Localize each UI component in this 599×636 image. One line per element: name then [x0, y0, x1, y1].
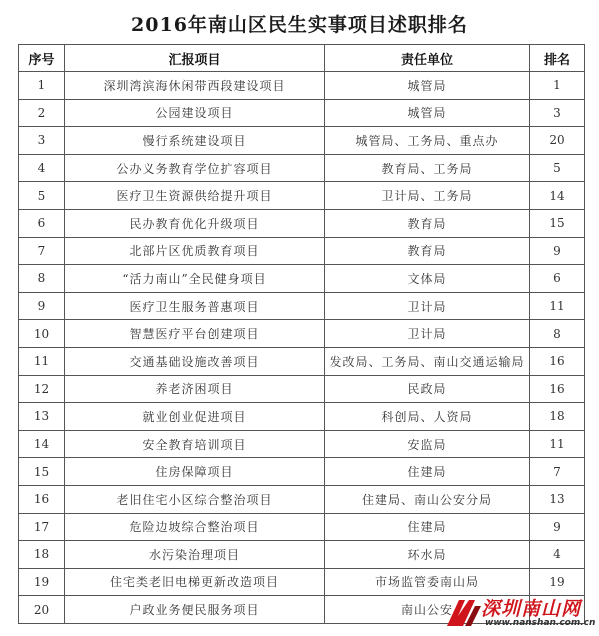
table-row: [19, 182, 585, 210]
site-watermark: [445, 594, 595, 632]
cell-rank: 5: [530, 154, 585, 182]
cell-unit: 发改局、工务局、南山交通运输局: [325, 347, 530, 375]
cell-project: 深圳湾滨海休闲带西段建设项目: [65, 72, 325, 100]
cell-unit: 卫计局: [325, 320, 530, 348]
cell-index: 6: [19, 209, 65, 237]
cell-project: 民办教育优化升级项目: [65, 209, 325, 237]
cell-rank: 3: [530, 99, 585, 127]
cell-index: 13: [19, 403, 65, 431]
cell-rank: 8: [530, 320, 585, 348]
cell-unit: 安监局: [325, 430, 530, 458]
cell-project: 公办义务教育学位扩容项目: [65, 154, 325, 182]
table-row: [19, 375, 585, 403]
cell-index: 8: [19, 265, 65, 293]
cell-project: 安全教育培训项目: [65, 430, 325, 458]
table-body: [19, 72, 585, 624]
cell-rank: 16: [530, 375, 585, 403]
cell-project: 养老济困项目: [65, 375, 325, 403]
table-row: [19, 154, 585, 182]
cell-unit: 环水局: [325, 541, 530, 569]
table-row: [19, 127, 585, 155]
cell-rank: 13: [530, 485, 585, 513]
cell-rank: 18: [530, 403, 585, 431]
cell-index: 3: [19, 127, 65, 155]
cell-unit: 教育局: [325, 209, 530, 237]
cell-unit: 市场监管委南山局: [325, 568, 530, 596]
cell-unit: 科创局、人资局: [325, 403, 530, 431]
cell-project: 住房保障项目: [65, 458, 325, 486]
cell-unit: 卫计局、工务局: [325, 182, 530, 210]
cell-rank: 9: [530, 513, 585, 541]
cell-project: 北部片区优质教育项目: [65, 237, 325, 265]
cell-project: 交通基础设施改善项目: [65, 347, 325, 375]
cell-index: 20: [19, 596, 65, 624]
cell-unit: 城管局: [325, 72, 530, 100]
cell-index: 4: [19, 154, 65, 182]
cell-index: 17: [19, 513, 65, 541]
cell-rank: 11: [530, 430, 585, 458]
header-rank: 排名: [530, 45, 585, 72]
table-row: [19, 209, 585, 237]
cell-project: 智慧医疗平台创建项目: [65, 320, 325, 348]
cell-index: 12: [19, 375, 65, 403]
site-logo-icon: [445, 596, 485, 630]
ranking-table: [18, 44, 585, 624]
cell-project: 住宅类老旧电梯更新改造项目: [65, 568, 325, 596]
page-title: 2016年南山区民生实事项目述职排名: [131, 14, 468, 36]
cell-index: 16: [19, 485, 65, 513]
cell-unit: 南山公安: [325, 596, 530, 624]
cell-rank: 15: [530, 209, 585, 237]
cell-unit: 城管局、工务局、重点办: [325, 127, 530, 155]
table-row: [19, 513, 585, 541]
table-row: [19, 347, 585, 375]
cell-unit: 教育局、工务局: [325, 154, 530, 182]
cell-rank: 14: [530, 182, 585, 210]
cell-index: 10: [19, 320, 65, 348]
table-row: [19, 541, 585, 569]
cell-rank: 11: [530, 292, 585, 320]
cell-unit: 住建局、南山公安分局: [325, 485, 530, 513]
cell-index: 15: [19, 458, 65, 486]
table-row: [19, 265, 585, 293]
table-header-row: [19, 45, 585, 72]
cell-index: 9: [19, 292, 65, 320]
cell-index: 5: [19, 182, 65, 210]
cell-rank: 1: [530, 72, 585, 100]
cell-project: “活力南山”全民健身项目: [65, 265, 325, 293]
cell-index: 11: [19, 347, 65, 375]
header-index: 序号: [19, 45, 65, 72]
cell-unit: 城管局: [325, 99, 530, 127]
cell-index: 18: [19, 541, 65, 569]
table-row: [19, 72, 585, 100]
cell-unit: 文体局: [325, 265, 530, 293]
cell-index: 7: [19, 237, 65, 265]
header-project: 汇报项目: [65, 45, 325, 72]
cell-unit: 卫计局: [325, 292, 530, 320]
table-row: [19, 430, 585, 458]
cell-project: 老旧住宅小区综合整治项目: [65, 485, 325, 513]
table-row: [19, 320, 585, 348]
cell-index: 2: [19, 99, 65, 127]
cell-unit: 住建局: [325, 458, 530, 486]
cell-project: 就业创业促进项目: [65, 403, 325, 431]
table-row: [19, 485, 585, 513]
table-row: [19, 99, 585, 127]
cell-rank: 4: [530, 541, 585, 569]
cell-rank: 19: [530, 568, 585, 596]
cell-project: 医疗卫生服务普惠项目: [65, 292, 325, 320]
cell-project: 慢行系统建设项目: [65, 127, 325, 155]
cell-unit: 住建局: [325, 513, 530, 541]
watermark-text: 深圳南山网: [481, 598, 582, 620]
cell-project: 户政业务便民服务项目: [65, 596, 325, 624]
cell-unit: 教育局: [325, 237, 530, 265]
cell-rank: 16: [530, 347, 585, 375]
header-unit: 责任单位: [325, 45, 530, 72]
table-row: [19, 403, 585, 431]
cell-rank: 20: [530, 127, 585, 155]
table-row: [19, 292, 585, 320]
cell-rank: 6: [530, 265, 585, 293]
cell-rank: 7: [530, 458, 585, 486]
cell-project: 水污染治理项目: [65, 541, 325, 569]
cell-rank: 9: [530, 237, 585, 265]
cell-project: 危险边坡综合整治项目: [65, 513, 325, 541]
table-row: [19, 237, 585, 265]
table-row: [19, 458, 585, 486]
cell-project: 医疗卫生资源供给提升项目: [65, 182, 325, 210]
cell-index: 19: [19, 568, 65, 596]
cell-index: 1: [19, 72, 65, 100]
cell-unit: 民政局: [325, 375, 530, 403]
cell-index: 14: [19, 430, 65, 458]
table-row: [19, 568, 585, 596]
cell-project: 公园建设项目: [65, 99, 325, 127]
watermark-url: www.nanshan.com.cn: [485, 618, 596, 628]
